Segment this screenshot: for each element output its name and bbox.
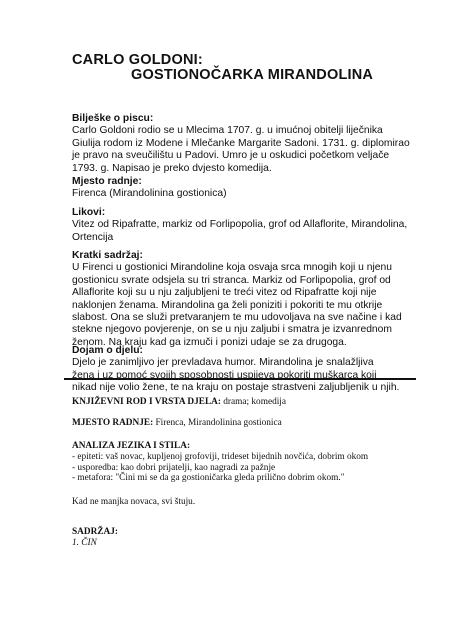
analysis-line: - usporedba: kao dobri prijatelji, kao nagradi za pažnje (72, 462, 276, 473)
characters-heading: Likovi: (72, 207, 106, 218)
analysis-heading: ANALIZA JEZIKA I STILA: (72, 441, 191, 451)
analysis-line: - metafora: "Čini mi se da ga gostioničarka gleda prilično dobrim okom." (72, 473, 345, 484)
characters-text: Vitez od Ripafratte, markiz od Forlipopolia, grof od Allaflorite, Mirandolina, Ortencija (72, 219, 408, 243)
title-work: GOSTIONOČARKA MIRANDOLINA (131, 67, 374, 83)
section-biography (72, 113, 412, 175)
biography-heading: Bilješke o piscu: (72, 113, 154, 124)
contents-heading: SADRŽAJ: (72, 527, 118, 537)
place-value: Firenca, Mirandolinina gostionica (153, 418, 282, 428)
place-line (72, 418, 417, 429)
place-label: MJESTO RADNJE: (72, 418, 154, 428)
summary-text: U Firenci u gostionici Mirandoline koja osvaja srca mnogih koji u njenu gostionicu svrate odsjela su tri stranca. Markiz od Forlipopolia, grof od Allaflorite koji su u nju zaljubljeni te treći vitez od Ripafratte koji nije naklonjen ženama. Mirandolina ga želi poniziti i pokoriti te mu otkrije slabost. Ona se služi pretvaranjem te mu udovoljava na sve načine i kad stekne njegovo povjerenje, on se u nju zaljubi i smatra je izvanrednom ženom. Na kraju kad ga izmuči i ponizi udaje se za drugoga. (72, 262, 402, 348)
contents-block (72, 527, 417, 549)
title-author: CARLO GOLDONI: (72, 52, 203, 68)
impression-heading: Dojam o djelu: (72, 345, 143, 356)
quote-line (72, 497, 417, 508)
quote-text: Kad ne manjka novaca, svi štuju. (72, 497, 196, 507)
section-impression (72, 345, 412, 395)
section-characters (72, 207, 412, 244)
summary-heading: Kratki sadržaj: (72, 250, 143, 261)
biography-text: Carlo Goldoni rodio se u Mlecima 1707. g. u imućnoj obitelji liječnika Giulija rodom iz Modene i Mlečanke Margarite Sadoni. 1731. g. diplomirao je pravo na sveučilištu u Padovi. Umro je u oskudici početkom veljače 1793. g. Napisao je preko dvjesto komedija. (72, 125, 410, 174)
section-setting (72, 176, 412, 201)
genre-value: drama; komedija (220, 397, 287, 407)
genre-label: KNJIŽEVNI ROD I VRSTA DJELA: (72, 397, 221, 407)
section-summary (72, 250, 412, 349)
section-divider (64, 378, 416, 380)
impression-text: Djelo je zanimljivo jer prevladava humor. Mirandolina je snalažljiva žena i uz pomoć svojih sposobnosti uspijeva pokoriti muškarca koji nikad nije volio žene, te na kraju on postaje strastveni zaljubljenik u njih. (72, 357, 400, 394)
setting-text: Firenca (Mirandolinina gostionica) (72, 188, 227, 200)
setting-heading: Mjesto radnje: (72, 176, 142, 187)
analysis-block (72, 441, 417, 484)
act-label: 1. ČIN (72, 537, 97, 548)
analysis-line: - epiteti: vaš novac, kupljenoj grofoviji, trideset bijednih novčića, dobrim okom (72, 451, 369, 462)
genre-line (72, 397, 417, 408)
